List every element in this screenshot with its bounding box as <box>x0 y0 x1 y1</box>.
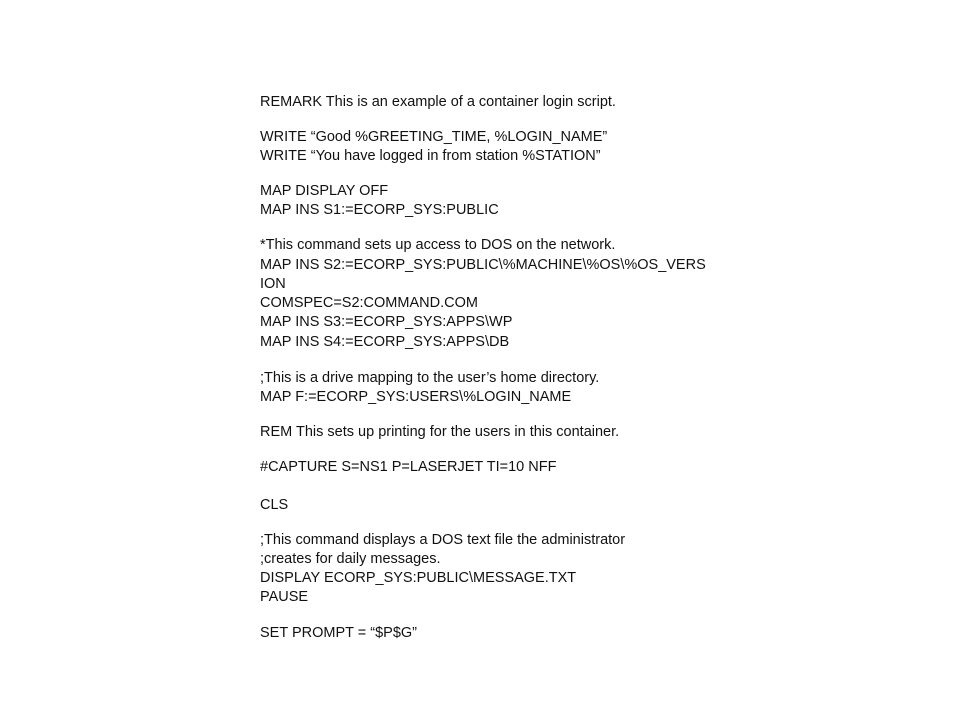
script-line: ;This command displays a DOS text file the administrator <box>260 532 626 548</box>
script-line: MAP F:=ECORP_SYS:USERS\%LOGIN_NAME <box>260 389 572 405</box>
script-line: *This command sets up access to DOS on the network. <box>260 237 616 253</box>
script-line: REM This sets up printing for the users in this container. <box>260 424 620 440</box>
script-line: REMARK This is an example of a container login script. <box>260 94 616 110</box>
script-line: WRITE “Good %GREETING_TIME, %LOGIN_NAME” <box>260 129 608 145</box>
script-line: SET PROMPT = “$P$G” <box>260 625 417 641</box>
script-line: MAP INS S3:=ECORP_SYS:APPS\WP <box>260 314 513 330</box>
script-line: MAP INS S2:=ECORP_SYS:PUBLIC\%MACHINE\%OS\%OS_VERS <box>260 257 706 273</box>
script-line: ION <box>260 276 286 292</box>
script-line: PAUSE <box>260 589 309 605</box>
script-line: MAP INS S1:=ECORP_SYS:PUBLIC <box>260 202 499 218</box>
script-line: MAP INS S4:=ECORP_SYS:APPS\DB <box>260 334 510 350</box>
script-line: CLS <box>260 497 289 513</box>
script-line: ;creates for daily messages. <box>260 551 441 567</box>
script-line: WRITE “You have logged in from station %STATION” <box>260 148 601 164</box>
script-line: #CAPTURE S=NS1 P=LASERJET TI=10 NFF <box>260 459 557 475</box>
script-line: MAP DISPLAY OFF <box>260 183 389 199</box>
script-line: ;This is a drive mapping to the user’s home directory. <box>260 370 600 386</box>
script-line: DISPLAY ECORP_SYS:PUBLIC\MESSAGE.TXT <box>260 570 577 586</box>
script-line: COMSPEC=S2:COMMAND.COM <box>260 295 478 311</box>
